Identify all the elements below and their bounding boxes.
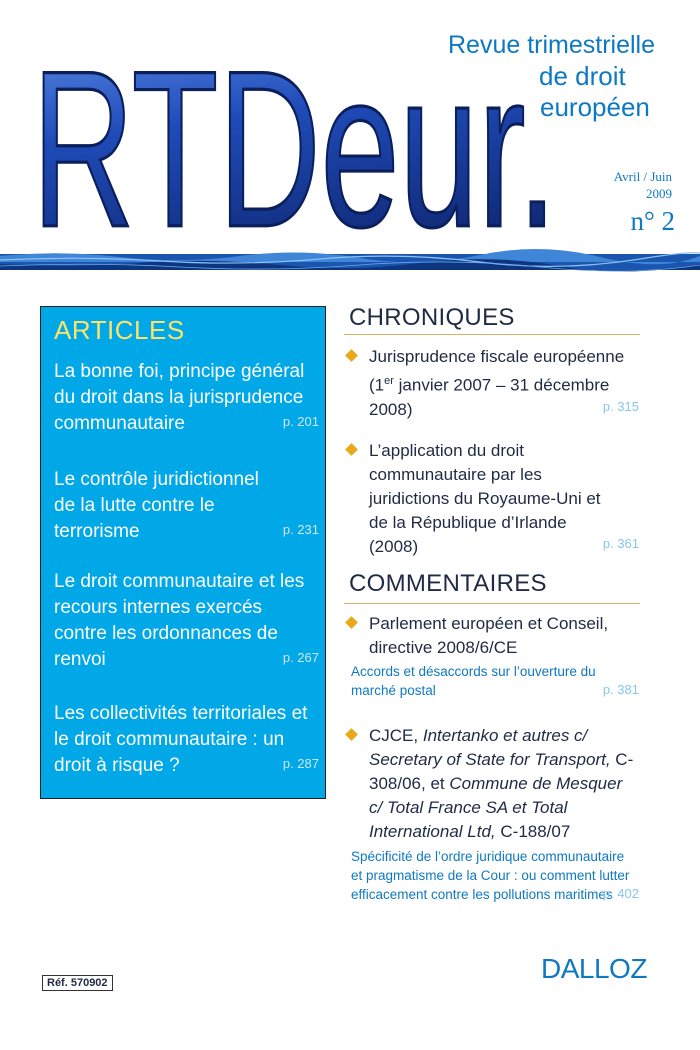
section-divider [344,603,640,604]
commentaire-subtitle: Spécificité de l’ordre juridique communautaire et pragmatisme de la Cour : ou comment lutter efficacement contre les pollutions maritimes [351,849,630,902]
commentaire-subtitle: Accords et désaccords sur l’ouverture du marché postal [351,664,596,698]
commentaire-subtitle-block [351,847,639,904]
subtitle-line-1: Revue trimestrielle [448,31,656,59]
article-item[interactable] [54,569,319,673]
chronique-item[interactable] [347,345,639,422]
issue-year: 2009 [646,186,672,201]
commentaire-item[interactable] [347,612,639,660]
bullet-diamond-icon [345,349,358,362]
subtitle-line-2: de droit [539,61,626,91]
article-item[interactable] [54,359,319,437]
logo-text: RTDeur. [32,24,557,243]
article-item[interactable] [54,467,319,545]
articles-panel [40,306,326,799]
article-page: p. 231 [282,522,319,537]
chronique-item[interactable] [347,439,639,559]
bullet-diamond-icon [345,728,358,741]
chronique-title: Jurisprudence fiscale européenne (1er janvier 2007 – 31 décembre 2008) [369,347,625,419]
article-title: Le contrôle juridictionnel de la lutte contre le terrorisme [54,469,259,542]
article-title: La bonne foi, principe général du droit dans la jurisprudence communautaire [54,361,305,434]
commentaire-page: p. 402 [602,886,639,901]
issue-date [600,168,672,202]
article-item[interactable] [54,701,319,779]
section-divider [344,334,640,335]
article-title: Le droit communautaire et les recours internes exercés contre les ordonnances de renvoi [54,571,305,670]
wave-band [0,246,700,276]
commentaire-page: p. 381 [602,682,639,697]
reference-code: Réf. 570902 [42,975,113,991]
commentaire-title: CJCE, Intertanko et autres c/ Secretary of State for Transport, C-308/06, et Commune de Mesquer c/ Total France SA et Total International Ltd, C-188/07 [369,726,634,841]
article-page: p. 267 [282,650,319,665]
article-title: Les collectivités territoriales et le droit communautaire : un droit à risque ? [54,703,308,776]
articles-heading: ARTICLES [54,315,185,345]
commentaire-title: Parlement européen et Conseil, directive 2008/6/CE [369,614,609,657]
commentaire-item[interactable] [347,724,639,844]
chronique-title: L’application du droit communautaire par les juridictions du Royaume-Uni et de la République d’Irlande (2008) [369,441,601,556]
commentaire-subtitle-block [351,662,639,700]
journal-subtitle [448,30,678,123]
chronique-page: p. 315 [602,398,639,414]
commentaires-heading: COMMENTAIRES [349,570,547,597]
bullet-diamond-icon [345,616,358,629]
subtitle-line-3: européen [540,92,650,122]
issue-number: n° 2 [630,206,675,236]
bullet-diamond-icon [345,443,358,456]
article-page: p. 201 [282,414,319,429]
chronique-page: p. 361 [602,536,639,551]
chroniques-heading: CHRONIQUES [349,304,515,331]
article-page: p. 287 [282,756,319,771]
issue-months: Avril / Juin [613,169,672,184]
publisher-logo: DALLOZ [541,953,647,984]
